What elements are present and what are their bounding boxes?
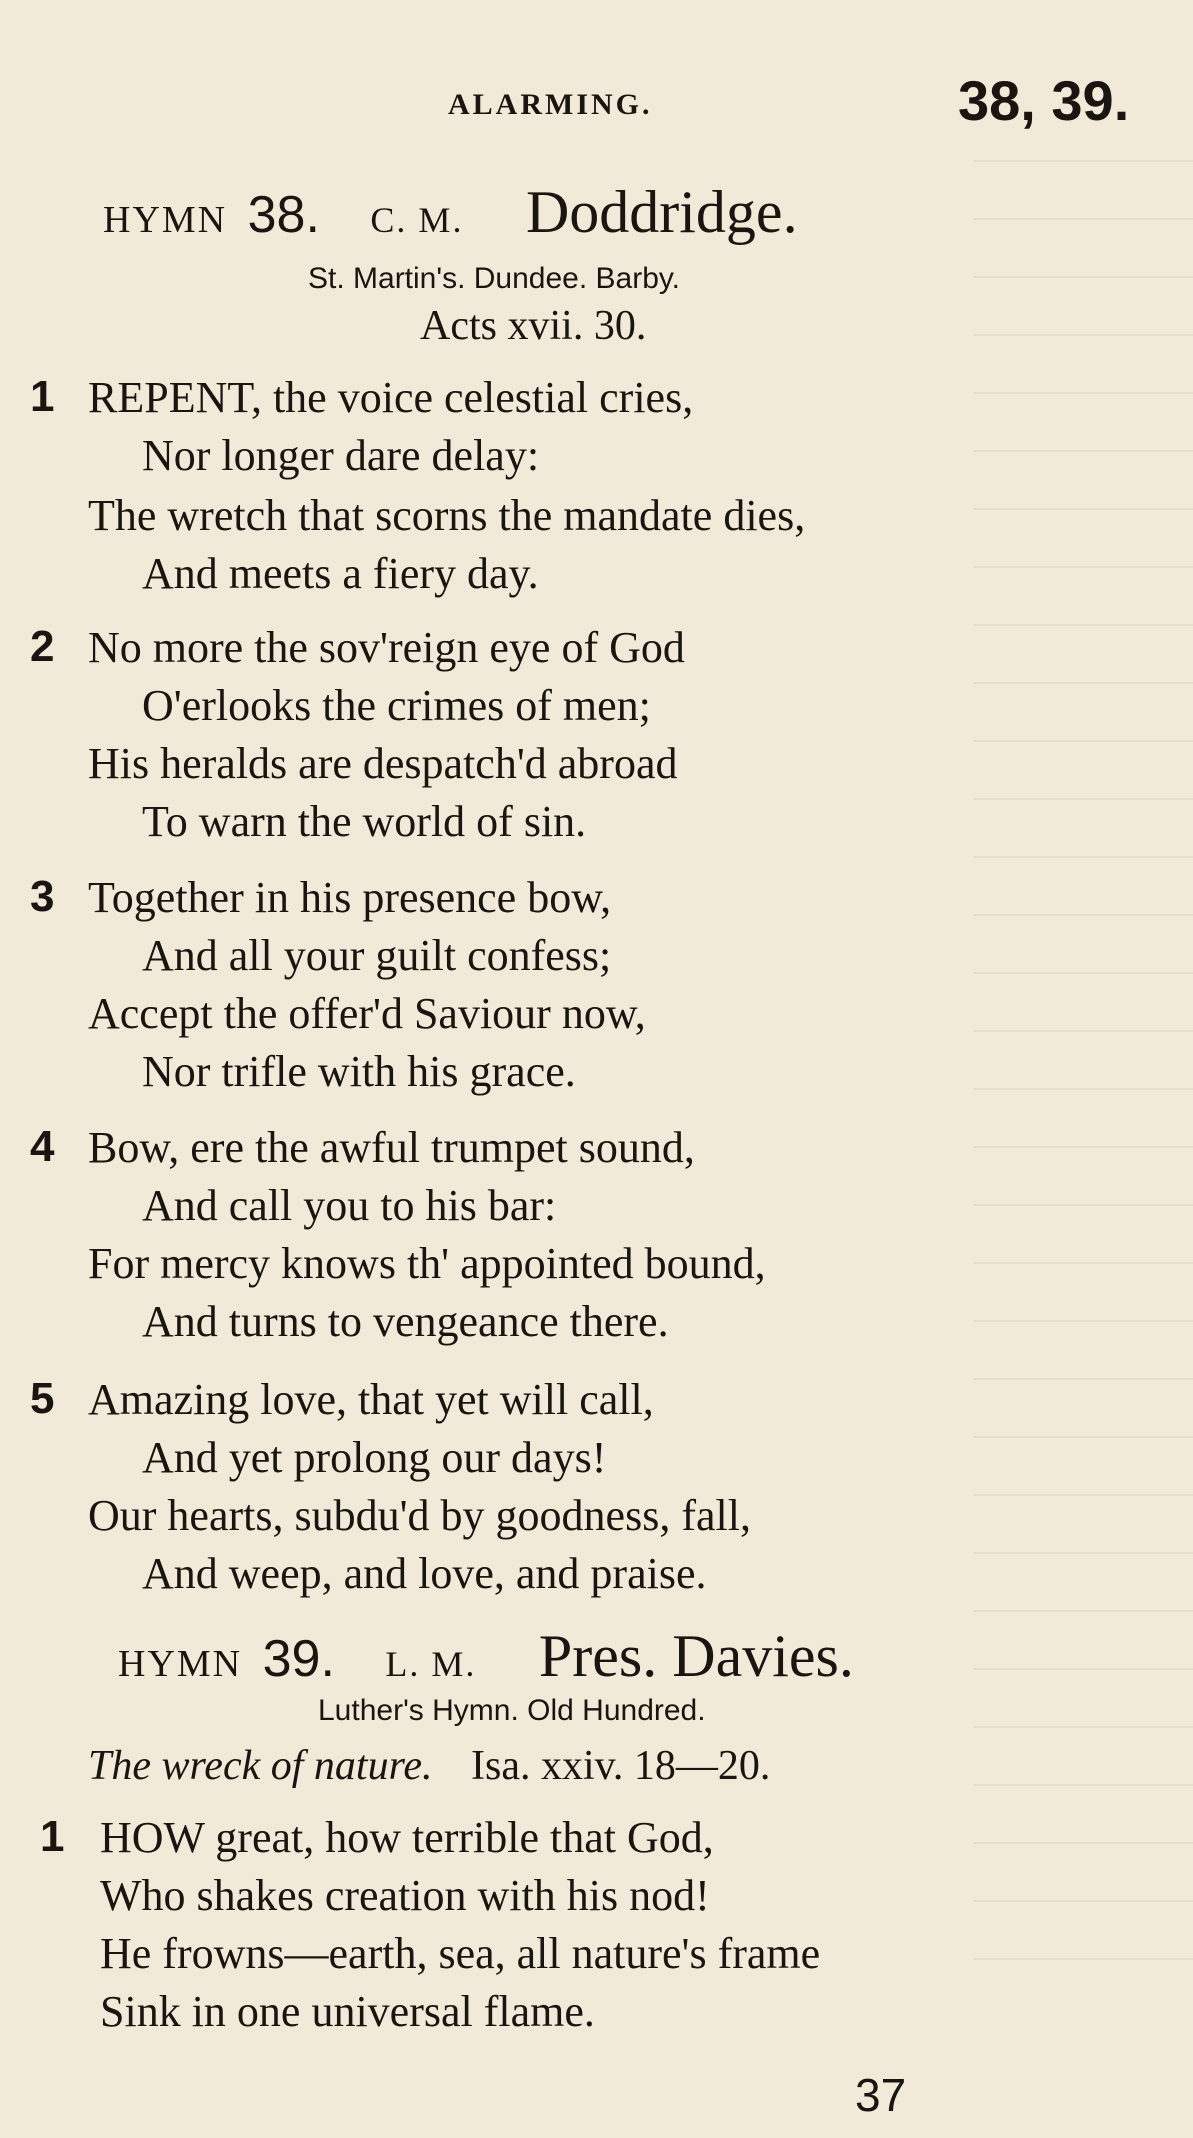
hymn-38-scripture: Acts xvii. 30. bbox=[420, 303, 647, 349]
hymn-39-subject: The wreck of nature. bbox=[88, 1743, 433, 1789]
verse-line: HOW great, how terrible that God, bbox=[100, 1813, 714, 1862]
verse-number: 2 bbox=[30, 622, 55, 671]
hymn-meter: L. M. bbox=[385, 1644, 477, 1684]
verse-line: And meets a fiery day. bbox=[142, 549, 539, 598]
verse-line: REPENT, the voice celestial cries, bbox=[88, 373, 694, 422]
verse-line: And yet prolong our days! bbox=[142, 1433, 607, 1482]
verse-line: Nor trifle with his grace. bbox=[142, 1047, 576, 1096]
hymn-39-subject-line bbox=[88, 1742, 770, 1790]
hymn-39-tunes: Luther's Hymn. Old Hundred. bbox=[318, 1694, 706, 1727]
verse-line: O'erlooks the crimes of men; bbox=[142, 681, 651, 730]
verse-number: 1 bbox=[30, 372, 55, 421]
verse-line: He frowns—earth, sea, all nature's frame bbox=[100, 1929, 821, 1978]
verse-line: Together in his presence bow, bbox=[88, 873, 612, 922]
verse-line: Nor longer dare delay: bbox=[142, 431, 540, 480]
verse-line: Our hearts, subdu'd by goodness, fall, bbox=[88, 1491, 751, 1540]
verse-line: To warn the world of sin. bbox=[142, 797, 587, 846]
hymn-author: Doddridge. bbox=[525, 179, 798, 245]
hymn-author: Pres. Davies. bbox=[538, 1623, 854, 1689]
verse-line: Sink in one universal flame. bbox=[100, 1987, 595, 2036]
verse-number: 1 bbox=[40, 1812, 65, 1861]
hymn-number: 38. bbox=[247, 186, 320, 244]
hymn-meter: C. M. bbox=[370, 200, 464, 240]
verse-line: Amazing love, that yet will call, bbox=[88, 1375, 654, 1424]
hymn-label: HYMN bbox=[103, 199, 228, 241]
verse-number: 3 bbox=[30, 872, 55, 921]
hymn-39-heading bbox=[118, 1622, 854, 1691]
hymn-number: 39. bbox=[262, 1630, 335, 1688]
hymn-39-scripture: Isa. xxiv. 18—20. bbox=[471, 1743, 771, 1789]
signature-mark: 37 bbox=[855, 2069, 907, 2121]
verse-line: No more the sov'reign eye of God bbox=[88, 623, 685, 672]
verse-number: 4 bbox=[30, 1122, 55, 1171]
page-numbers: 38, 39. bbox=[958, 69, 1130, 132]
hymn-label: HYMN bbox=[118, 1643, 243, 1685]
show-through-texture bbox=[973, 160, 1193, 1960]
verse-line: And weep, and love, and praise. bbox=[142, 1549, 707, 1598]
verse-line: Who shakes creation with his nod! bbox=[100, 1871, 710, 1920]
verse-line: For mercy knows th' appointed bound, bbox=[88, 1239, 766, 1288]
verse-line: His heralds are despatch'd abroad bbox=[88, 739, 678, 788]
verse-line: The wretch that scorns the mandate dies, bbox=[88, 491, 806, 540]
hymn-38-tunes: St. Martin's. Dundee. Barby. bbox=[308, 262, 680, 295]
running-title: ALARMING. bbox=[448, 88, 653, 121]
hymn-38-heading bbox=[103, 178, 798, 247]
verse-line: And call you to his bar: bbox=[142, 1181, 557, 1230]
verse-line: Bow, ere the awful trumpet sound, bbox=[88, 1123, 695, 1172]
verse-line: Accept the offer'd Saviour now, bbox=[88, 989, 646, 1038]
verse-number: 5 bbox=[30, 1374, 55, 1423]
verse-line: And turns to vengeance there. bbox=[142, 1297, 669, 1346]
verse-line: And all your guilt confess; bbox=[142, 931, 612, 980]
